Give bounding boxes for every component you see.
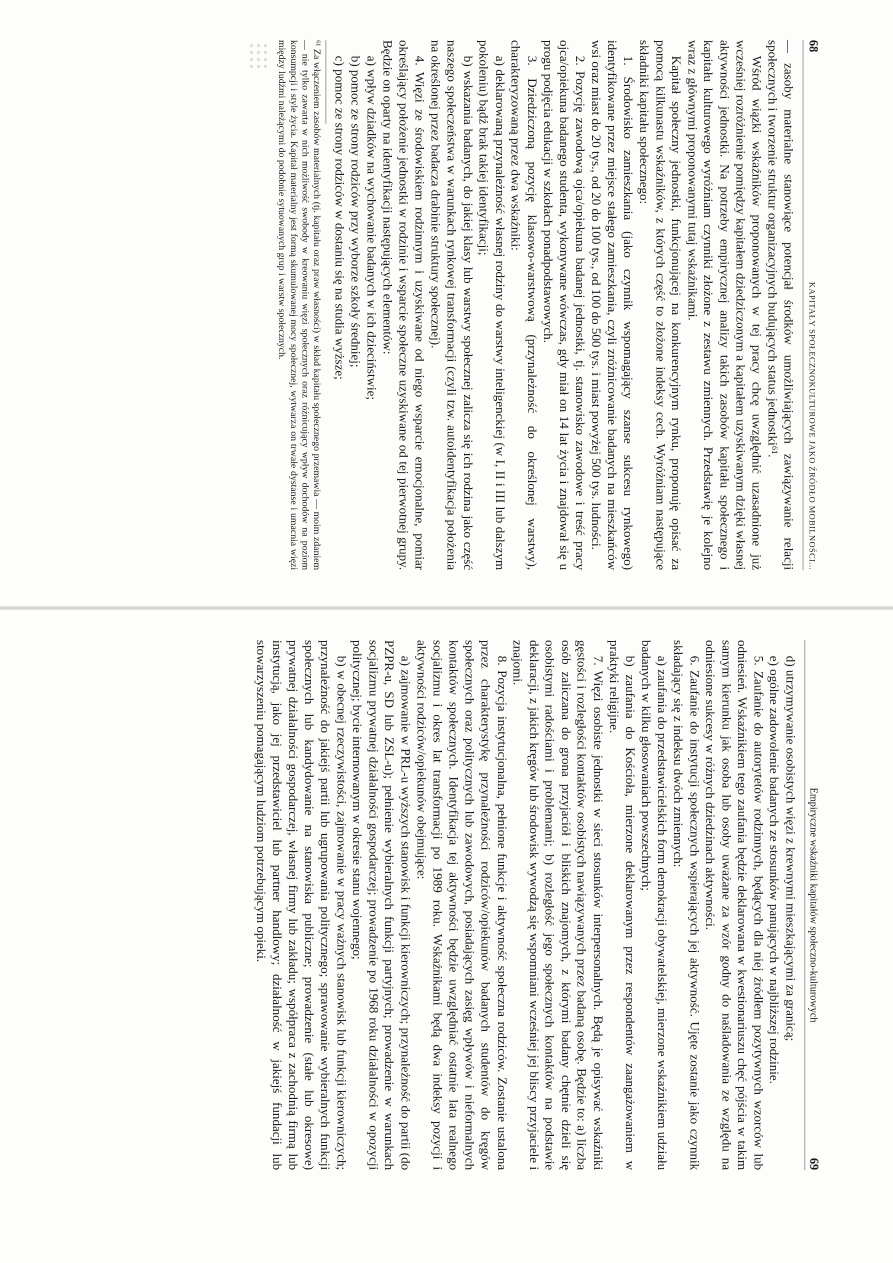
paragraph: 3. Dziedziczoną pozycję klasowo-warstwową (przynależność do określonej warstwy), charakteryzowaną przez dwa wskaźniki:: [508, 40, 540, 571]
paragraph: 8. Pozycja instytucjonalna, pełnione funkcje i aktywność społeczna rodziców. Zostanie ustalona przez charakterystykę przynależności rodziców/opiekunów badanych studentów do kręgów społecznych oraz politycznych lub zawodowych, posiadających zasięg wpływów i nieformalnych kontaktów społecznych. Identyfikacja tej aktywności będzie uwzględniać ostatnie lata realnego socjalizmu i okres lat transformacji po 1989 roku. Wskaźnikami będą dwa indeksy pozycji i aktywności rodziców/opiekunów obejmujące:: [414, 640, 509, 1171]
paragraph: a) deklarowaną przynależność własnej rodziny do warstwy inteligenckiej (w I, II i III lub dalszym pokoleniu) bądź brak takiej identyfikacji;: [476, 40, 508, 571]
paragraph: a) zajmowanie w PRL-u wyższych stanowisk i funkcji kierowniczych; przynależność do partii (do PZPR-u, SD lub ZSL-u); pełnienie wybieralnych funkcji partyjnych; prowadzenie w warunkach socjalizmu prywatnej działalności gospodarczej; prowadzenie po 1968 roku działalności w opozycji politycznej; bycie internowanym w okresie stanu wojennego;: [350, 640, 413, 1171]
body-text-68: [331, 40, 796, 570]
running-head-title-68: KAPITAŁY SPOŁECZNOKULTUROWE JAKO ŹRÓDŁO MOBILNOŚCI...: [807, 281, 817, 571]
paragraph: c) pomoc ze strony rodziców w dostaniu się na studia wyższe;: [332, 55, 347, 380]
paragraph: 4. Więzi ze środowiskiem rodzinnym i uzyskiwane od niego wsparcie emocjonalne, pomiar określający położenie jednostki w rodzinie i wsparcie społeczne uzyskiwane od tej pierwotnej grupy. Będzie on oparty na identyfikacji następujących elementów:: [380, 40, 427, 571]
paragraph: a) zaufania do przedstawicielskich form demokracji obywatelskiej, mierzone wskaźnikiem udziału badanych w kilku głosowaniach powszechnych;: [638, 640, 670, 1171]
running-head-69: [805, 640, 820, 1170]
paragraph: b) wskazania badanych, do jakiej klasy lub warstwy społecznej zalicza się ich rodzina jako część naszego społeczeństwa w warunkach rynkowej transformacji (czyli tzw. autoidentyfikacja położenia na określonej przez badacza drabinie struktury społecznej).: [428, 40, 475, 571]
body-text-69: [253, 640, 798, 1170]
paragraph: a) wpływ dziadków na wychowanie badanych w ich dzieciństwie;: [364, 55, 379, 401]
running-head-title-69: Empiryczne wskaźniki kapitałów społeczno-kulturowych: [808, 787, 820, 1023]
scan-speck: [248, 42, 270, 68]
paragraph: b) pomoc ze strony rodziców przy wyborze szkoły średniej;: [348, 55, 363, 368]
paragraph: 7. Więzi osobiste jednostki w sieci stosunków interpersonalnych. Będą je opisywać wskaźniki gęstości i rozległości kontaktów osobistych nawiązywanych przez badaną osobę. Będzie to: a) liczba osób zaliczana do grona przyjaciół i bliskich znajomych, z którymi badany chętnie dzieli się osobistymi radościami i problemami; b) rozległość jego społecznych kontaktów na podstawie deklaracji, z jakich kręgów lub środowisk wywodzą się wspomniani wcześniej jej bliscy przyjaciele i znajomi.: [510, 640, 606, 1171]
paragraph: 2. Pozycję zawodową ojca/opiekuna badanej jednostki, tj. stanowisko zawodowe i treść pracy ojca/opiekuna badanego studenta, wykonywane wówczas, gdy miał on 14 lat życia i znajdował się u progu podjęcia edukacji w szkołach ponadpodstawowych.: [540, 40, 588, 571]
page-number-69: 69: [807, 1158, 821, 1171]
running-head-68: [803, 40, 820, 570]
paragraph: Kapitał społeczny jednostki, funkcjonującej na konkurencyjnym rynku, proponuję opisać za pomocą kilkunastu wskaźników, z których część to złożone indeksy cech. Wyróżniam następujące składniki kapitału społecznego:: [637, 40, 684, 571]
paragraph: — zasoby materialne stanowiące potencjał środków umożliwiających zawiązywanie relacji społecznych i tworzenie struktur organizacyjnych budujących status jednostki⁶¹.: [765, 40, 796, 571]
paragraph: 6. Zaufanie do instytucji społecznych wspierających jej aktywność. Ujęte zostanie jako czynnik składający się z indeksu dwóch zmiennych:: [670, 640, 702, 1171]
paragraph: e) ogólne zadowolenie badanych ze stosunków panujących w najbliższej rodzinie.: [767, 655, 782, 1084]
paragraph: d) utrzymywanie osobistych więzi z krewnymi mieszkającymi za granicą;: [783, 655, 798, 1042]
page-69: [253, 640, 821, 1171]
page-68: [277, 40, 820, 571]
paragraph: Wśród wiązki wskaźników proponowanych w tej pracy chcę uwzględnić uzasadnione już wcześniej rozróżnienie pomiędzy kapitałem dziedziczonym a kapitałem uzyskiwanym dzięki własnej aktywności jednostki. Na potrzeby empirycznej analizy takich zasobów kapitału społecznego i kapitału kulturowego wyróżniam czynniki złożone z zestawu zmiennych. Przedstawię je kolejno wraz z głównymi proponowanymi tutaj wskaźnikami.: [685, 40, 764, 571]
paragraph: b) zaufania do Kościoła, mierzone deklarowanym przez respondentów zaangażowaniem w praktyki religijne.: [606, 640, 638, 1171]
book-gutter: [0, 606, 893, 610]
paragraph: b) w obecnej rzeczywistości, zajmowanie w pracy ważnych stanowisk lub funkcji kierowniczych; przynależność do jakiejś partii lub ugrupowania politycznego; sprawowanie wybieralnych funkcji społecznych lub kandydowanie na stanowiska publiczne; prowadzenie (stałe lub okresowe) prywatnej działalności gospodarczej, własnej firmy lub zakładu; współpraca z zachodnią firmą lub instytucją, jako jej przedstawiciel lub partner handlowy; działalność w jakiejś fundacji lub stowarzyszeniu pomagającym ludziom potrzebującym opieki.: [253, 640, 349, 1171]
footnote-61: ⁶¹ Za włączeniem zasobów materialnych (tj. kapitału oraz praw własności) w skład kapitału społecznego przemawia — moim zdaniem — nie tylko zawarta w nich możliwość swobody w kreowaniu więzi społecznych oraz różnicujący wpływ dochodów na poziom konsumpcji i style życia. Kapitał materialny jest formą skumulowanej mocy społecznej, wytwarza on trwałe dystanse i umacnia więzi między ludźmi należącymi do podobnie sytuowanych grup i warstw społecznych.: [277, 40, 324, 571]
paragraph: 1. Środowisko zamieszkania (jako czynnik wspomagający szanse sukcesu rynkowego) identyfikowane przez miejsce stałego zamieszkania, czyli zróżnicowanie badanych na mieszkańców wsi oraz miast do 20 tys., od 20 do 100 tys., od 100 do 500 tys. i miast powyżej 500 tys. ludności.: [588, 40, 636, 571]
page-number-68: 68: [806, 40, 820, 53]
paragraph: 5. Zaufanie do autorytetów rodzinnych, będących dla niej źródłem pozytywnych wzorców lub odniesień. Wskaźnikiem tego zaufania będzie deklarowana w kwestionariuszu chęć pójścia w takim samym kierunku jak osoba lub osoby uważane za wzór godny do naśladowania ze względu na odniesione sukcesy w różnych dziedzinach aktywności.: [703, 640, 766, 1171]
